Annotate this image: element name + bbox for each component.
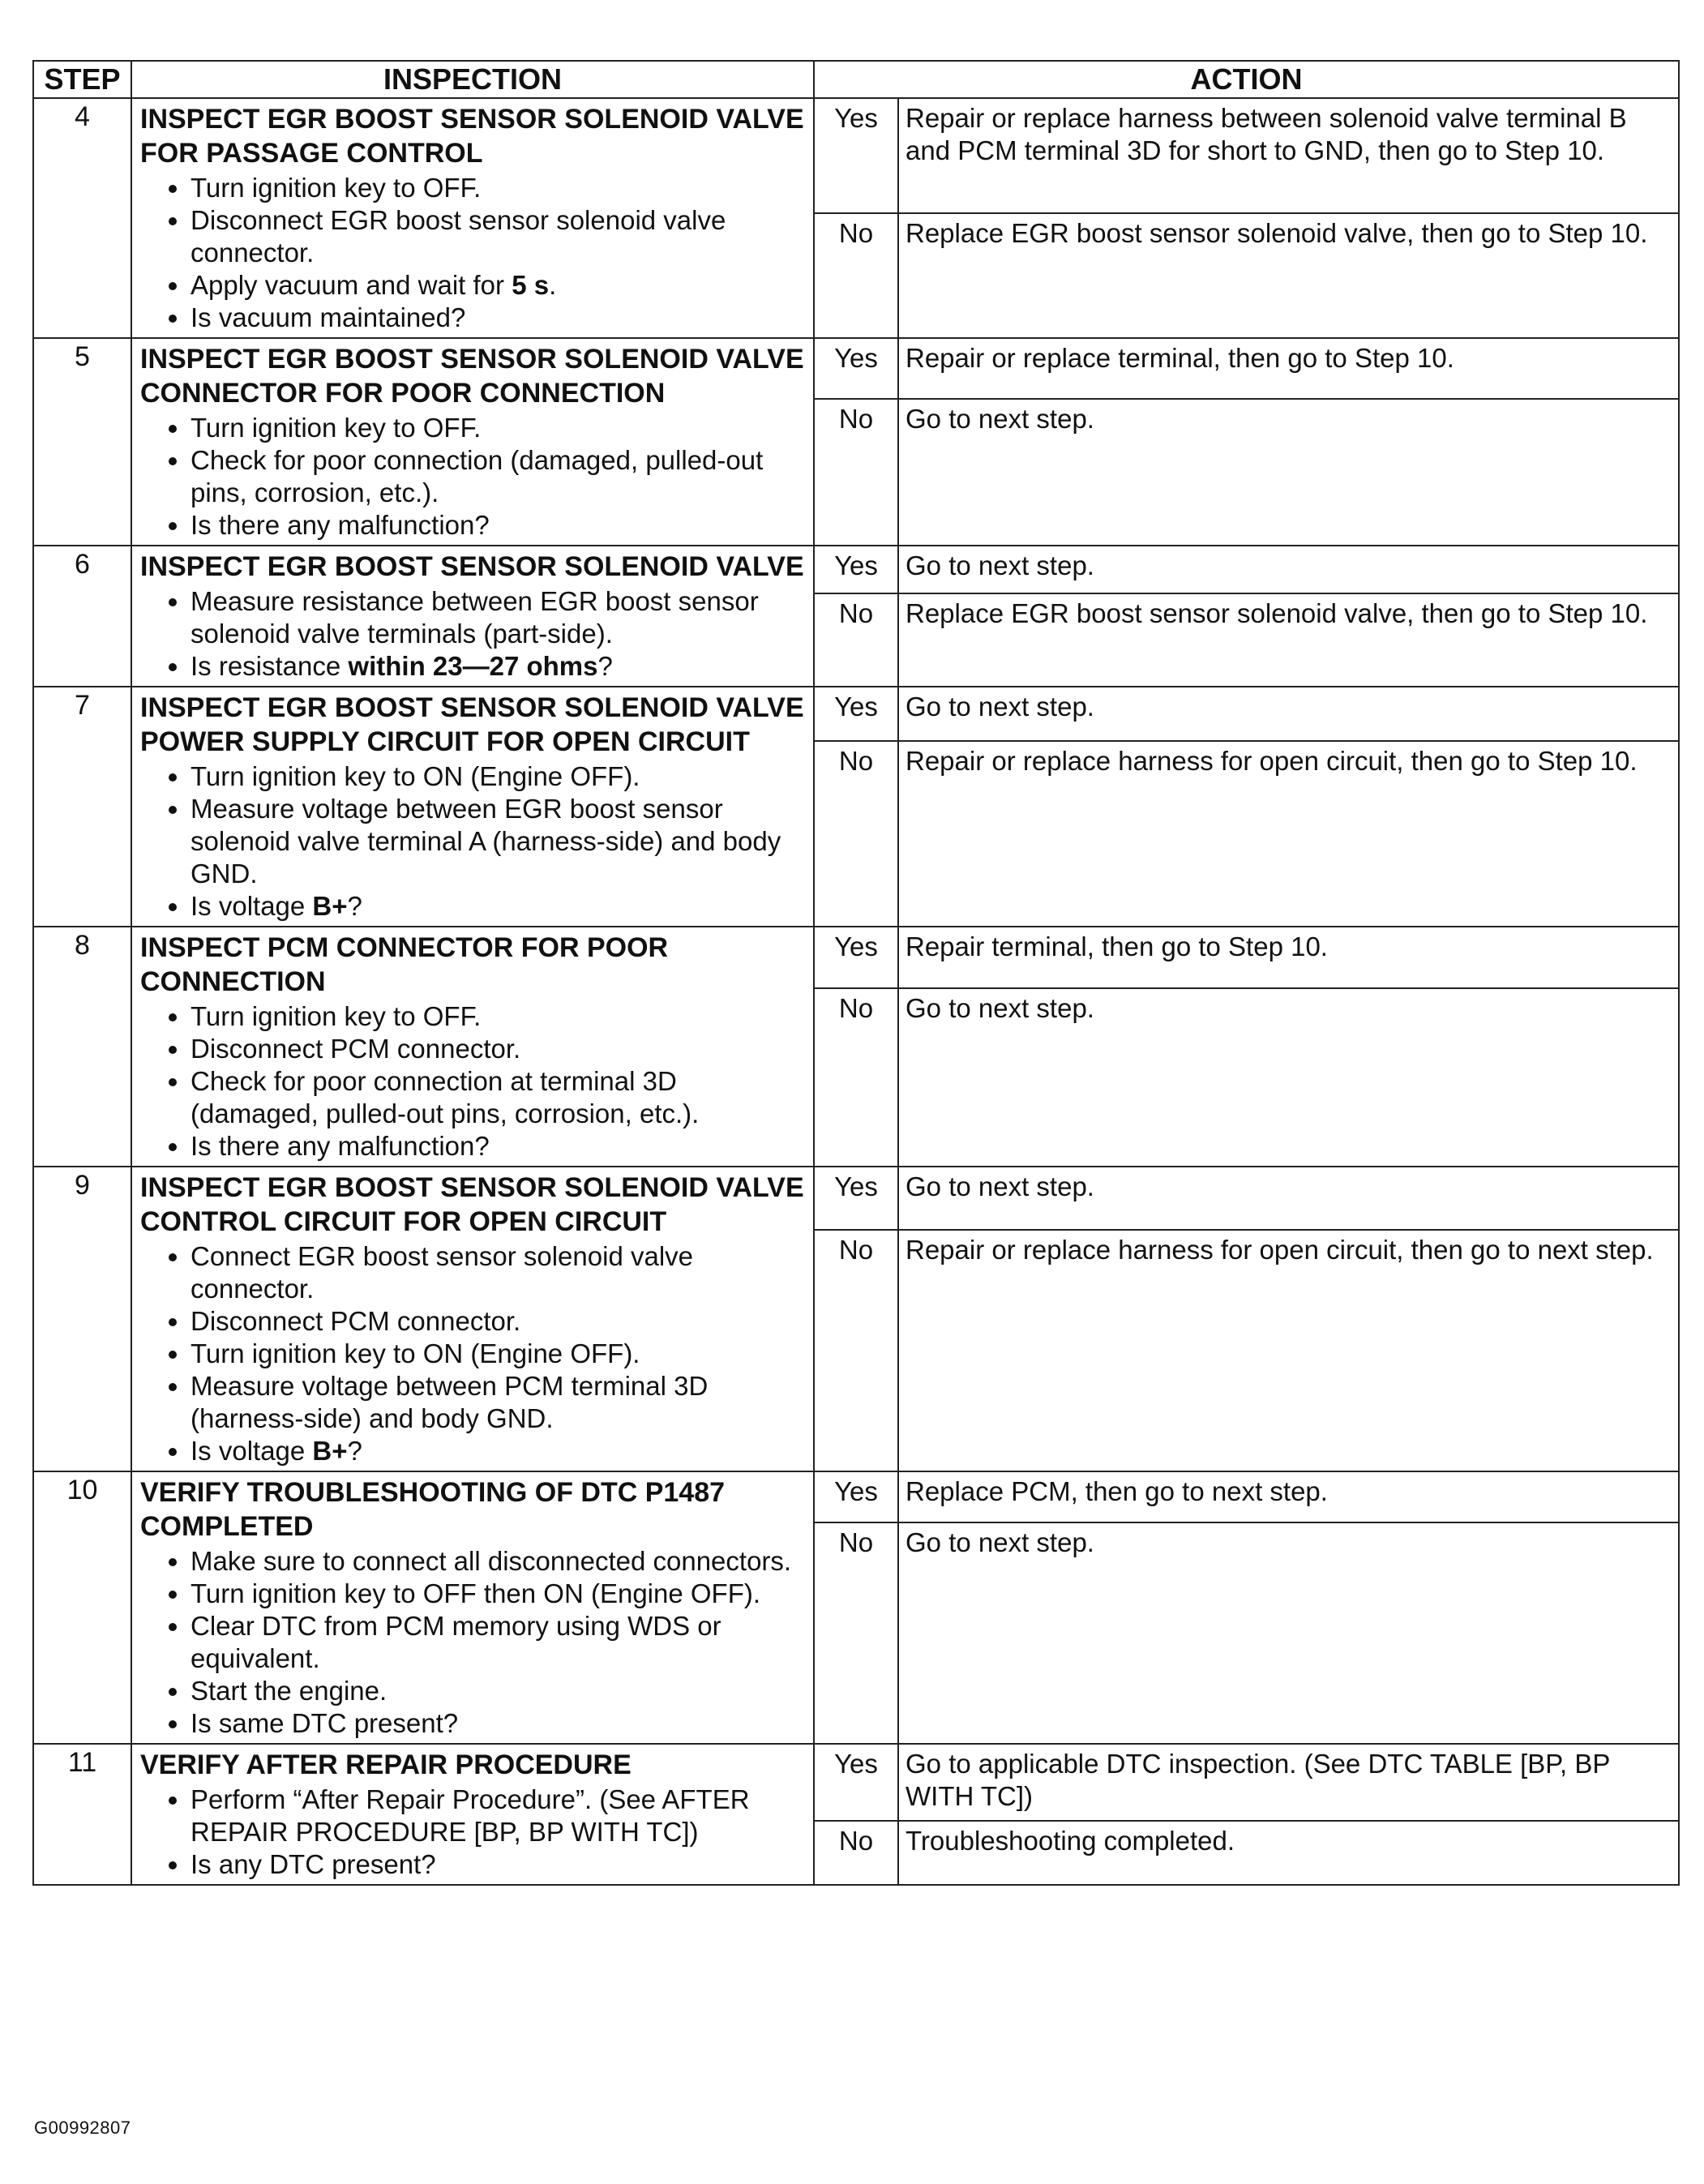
inspection-step-text: Is there any malfunction? bbox=[191, 1131, 490, 1161]
inspection-title: VERIFY AFTER REPAIR PROCEDURE bbox=[140, 1749, 632, 1780]
yes-action: Replace PCM, then go to next step. bbox=[898, 1471, 1679, 1522]
inspection-spec-value: 5 s bbox=[512, 270, 550, 300]
inspection-step-text: Measure voltage between EGR boost sensor solenoid valve terminal A (harness-side) and body GND. bbox=[191, 794, 781, 889]
inspection-step-item bbox=[191, 172, 807, 204]
header-inspection: INSPECTION bbox=[131, 61, 814, 98]
inspection-step-item bbox=[191, 760, 807, 793]
inspection-cell bbox=[131, 546, 814, 687]
inspection-steps bbox=[140, 1000, 807, 1163]
inspection-step-text: Check for poor connection at terminal 3D (damaged, pulled-out pins, corrosion, etc.). bbox=[191, 1066, 700, 1128]
no-action: Go to next step. bbox=[898, 1522, 1679, 1744]
step-number: 11 bbox=[33, 1744, 131, 1885]
inspection-step-item bbox=[191, 302, 807, 334]
step-number: 4 bbox=[33, 98, 131, 338]
table-row bbox=[33, 687, 1679, 741]
inspection-step-text: Is there any malfunction? bbox=[191, 510, 490, 540]
no-label: No bbox=[814, 988, 898, 1167]
yes-label: Yes bbox=[814, 98, 898, 213]
inspection-title: INSPECT EGR BOOST SENSOR SOLENOID VALVE CONNECTOR FOR POOR CONNECTION bbox=[140, 344, 804, 409]
step-number: 6 bbox=[33, 546, 131, 687]
inspection-step-item bbox=[191, 1305, 807, 1338]
yes-action: Repair terminal, then go to Step 10. bbox=[898, 927, 1679, 988]
inspection-steps bbox=[140, 760, 807, 923]
table-row bbox=[33, 98, 1679, 213]
inspection-step-item bbox=[191, 1130, 807, 1163]
inspection-step-item bbox=[191, 1675, 807, 1707]
yes-label: Yes bbox=[814, 338, 898, 399]
inspection-step-text: Turn ignition key to ON (Engine OFF). bbox=[191, 1338, 640, 1368]
inspection-step-suffix: ? bbox=[347, 891, 362, 921]
inspection-step-text: Clear DTC from PCM memory using WDS or equivalent. bbox=[191, 1611, 721, 1673]
inspection-step-text: Start the engine. bbox=[191, 1676, 387, 1706]
yes-label: Yes bbox=[814, 1744, 898, 1821]
yes-label: Yes bbox=[814, 546, 898, 593]
table-row bbox=[33, 1167, 1679, 1230]
inspection-step-item bbox=[191, 650, 807, 683]
inspection-step-item bbox=[191, 585, 807, 650]
no-action: Repair or replace harness for open circuit, then go to Step 10. bbox=[898, 741, 1679, 927]
yes-label: Yes bbox=[814, 927, 898, 988]
inspection-step-text: Is voltage bbox=[191, 891, 313, 921]
inspection-table bbox=[32, 60, 1680, 1886]
step-number: 8 bbox=[33, 927, 131, 1167]
table-row bbox=[33, 927, 1679, 988]
yes-label: Yes bbox=[814, 1471, 898, 1522]
table-row bbox=[33, 338, 1679, 399]
inspection-title: INSPECT EGR BOOST SENSOR SOLENOID VALVE POWER SUPPLY CIRCUIT FOR OPEN CIRCUIT bbox=[140, 692, 804, 757]
no-action: Repair or replace harness for open circuit, then go to next step. bbox=[898, 1230, 1679, 1471]
inspection-step-text: Apply vacuum and wait for bbox=[191, 270, 512, 300]
inspection-steps bbox=[140, 1240, 807, 1467]
inspection-step-text: Turn ignition key to OFF then ON (Engine OFF). bbox=[191, 1578, 761, 1608]
table-header-row bbox=[33, 61, 1679, 98]
inspection-step-item bbox=[191, 412, 807, 444]
step-number: 9 bbox=[33, 1167, 131, 1471]
inspection-step-text: Is voltage bbox=[191, 1436, 313, 1466]
inspection-cell bbox=[131, 338, 814, 546]
table-row bbox=[33, 1471, 1679, 1522]
inspection-step-text: Measure resistance between EGR boost sensor solenoid valve terminals (part-side). bbox=[191, 586, 759, 649]
no-label: No bbox=[814, 1230, 898, 1471]
inspection-step-text: Perform “After Repair Procedure”. (See AFTER REPAIR PROCEDURE [BP, BP WITH TC]) bbox=[191, 1784, 750, 1847]
inspection-step-suffix: ? bbox=[347, 1436, 362, 1466]
inspection-step-item bbox=[191, 1370, 807, 1435]
inspection-step-item bbox=[191, 1578, 807, 1610]
no-action: Troubleshooting completed. bbox=[898, 1821, 1679, 1885]
inspection-spec-value: within 23—27 ohms bbox=[348, 651, 598, 681]
inspection-step-text: Turn ignition key to OFF. bbox=[191, 173, 482, 203]
inspection-step-text: Is same DTC present? bbox=[191, 1708, 459, 1738]
step-number: 5 bbox=[33, 338, 131, 546]
inspection-step-item bbox=[191, 1707, 807, 1740]
inspection-cell bbox=[131, 1471, 814, 1744]
inspection-cell bbox=[131, 98, 814, 338]
inspection-step-text: Measure voltage between PCM terminal 3D (harness-side) and body GND. bbox=[191, 1371, 709, 1433]
inspection-step-text: Connect EGR boost sensor solenoid valve connector. bbox=[191, 1241, 694, 1304]
inspection-step-text: Check for poor connection (damaged, pulled-out pins, corrosion, etc.). bbox=[191, 445, 764, 507]
inspection-cell bbox=[131, 927, 814, 1167]
inspection-step-item bbox=[191, 204, 807, 269]
inspection-step-item bbox=[191, 1610, 807, 1675]
inspection-steps bbox=[140, 1784, 807, 1881]
no-action: Replace EGR boost sensor solenoid valve, then go to Step 10. bbox=[898, 593, 1679, 687]
inspection-steps bbox=[140, 1545, 807, 1740]
no-label: No bbox=[814, 399, 898, 546]
inspection-step-item bbox=[191, 1784, 807, 1848]
table-row bbox=[33, 1744, 1679, 1821]
inspection-steps bbox=[140, 172, 807, 334]
yes-action: Go to next step. bbox=[898, 546, 1679, 593]
no-label: No bbox=[814, 741, 898, 927]
step-number: 10 bbox=[33, 1471, 131, 1744]
inspection-step-item bbox=[191, 1848, 807, 1881]
yes-action: Go to next step. bbox=[898, 1167, 1679, 1230]
yes-label: Yes bbox=[814, 687, 898, 741]
inspection-title: INSPECT EGR BOOST SENSOR SOLENOID VALVE CONTROL CIRCUIT FOR OPEN CIRCUIT bbox=[140, 1172, 804, 1237]
table-body bbox=[33, 98, 1679, 1885]
header-action: ACTION bbox=[814, 61, 1679, 98]
yes-action: Repair or replace harness between solenoid valve terminal B and PCM terminal 3D for short to GND, then go to Step 10. bbox=[898, 98, 1679, 213]
yes-action: Go to next step. bbox=[898, 687, 1679, 741]
inspection-cell bbox=[131, 687, 814, 927]
inspection-cell bbox=[131, 1744, 814, 1885]
inspection-title: VERIFY TROUBLESHOOTING OF DTC P1487 COMPLETED bbox=[140, 1477, 726, 1542]
inspection-title: INSPECT EGR BOOST SENSOR SOLENOID VALVE FOR PASSAGE CONTROL bbox=[140, 104, 804, 169]
inspection-step-text: Turn ignition key to OFF. bbox=[191, 413, 482, 443]
inspection-steps bbox=[140, 412, 807, 542]
no-label: No bbox=[814, 1522, 898, 1744]
inspection-step-item bbox=[191, 444, 807, 509]
inspection-step-item bbox=[191, 793, 807, 890]
inspection-spec-value: B+ bbox=[312, 891, 348, 921]
no-label: No bbox=[814, 1821, 898, 1885]
figure-code: G00992807 bbox=[34, 2118, 131, 2138]
inspection-title: INSPECT PCM CONNECTOR FOR POOR CONNECTION bbox=[140, 932, 669, 997]
no-action: Go to next step. bbox=[898, 988, 1679, 1167]
inspection-step-text: Disconnect PCM connector. bbox=[191, 1306, 521, 1336]
step-number: 7 bbox=[33, 687, 131, 927]
no-label: No bbox=[814, 593, 898, 687]
inspection-step-text: Disconnect EGR boost sensor solenoid valve connector. bbox=[191, 205, 726, 268]
no-label: No bbox=[814, 213, 898, 338]
inspection-step-item bbox=[191, 1065, 807, 1130]
inspection-step-text: Make sure to connect all disconnected connectors. bbox=[191, 1546, 792, 1576]
inspection-step-text: Turn ignition key to ON (Engine OFF). bbox=[191, 761, 640, 791]
inspection-step-item bbox=[191, 890, 807, 923]
inspection-step-item bbox=[191, 1240, 807, 1305]
yes-label: Yes bbox=[814, 1167, 898, 1230]
yes-action: Go to applicable DTC inspection. (See DTC TABLE [BP, BP WITH TC]) bbox=[898, 1744, 1679, 1821]
no-action: Replace EGR boost sensor solenoid valve, then go to Step 10. bbox=[898, 213, 1679, 338]
inspection-step-item bbox=[191, 1338, 807, 1370]
no-action: Go to next step. bbox=[898, 399, 1679, 546]
inspection-cell bbox=[131, 1167, 814, 1471]
inspection-steps bbox=[140, 585, 807, 683]
inspection-step-item bbox=[191, 1545, 807, 1578]
header-step: STEP bbox=[33, 61, 131, 98]
inspection-title: INSPECT EGR BOOST SENSOR SOLENOID VALVE bbox=[140, 551, 804, 582]
inspection-step-suffix: ? bbox=[597, 651, 613, 681]
inspection-spec-value: B+ bbox=[312, 1436, 348, 1466]
inspection-step-text: Is any DTC present? bbox=[191, 1849, 436, 1879]
inspection-step-item bbox=[191, 1435, 807, 1467]
inspection-step-item bbox=[191, 509, 807, 542]
yes-action: Repair or replace terminal, then go to Step 10. bbox=[898, 338, 1679, 399]
inspection-step-text: Is resistance bbox=[191, 651, 349, 681]
inspection-step-item bbox=[191, 1033, 807, 1065]
inspection-step-suffix: . bbox=[549, 270, 557, 300]
inspection-step-text: Disconnect PCM connector. bbox=[191, 1034, 521, 1064]
inspection-step-text: Is vacuum maintained? bbox=[191, 302, 466, 332]
inspection-step-item bbox=[191, 1000, 807, 1033]
table-row bbox=[33, 546, 1679, 593]
inspection-step-item bbox=[191, 269, 807, 302]
inspection-step-text: Turn ignition key to OFF. bbox=[191, 1001, 482, 1031]
